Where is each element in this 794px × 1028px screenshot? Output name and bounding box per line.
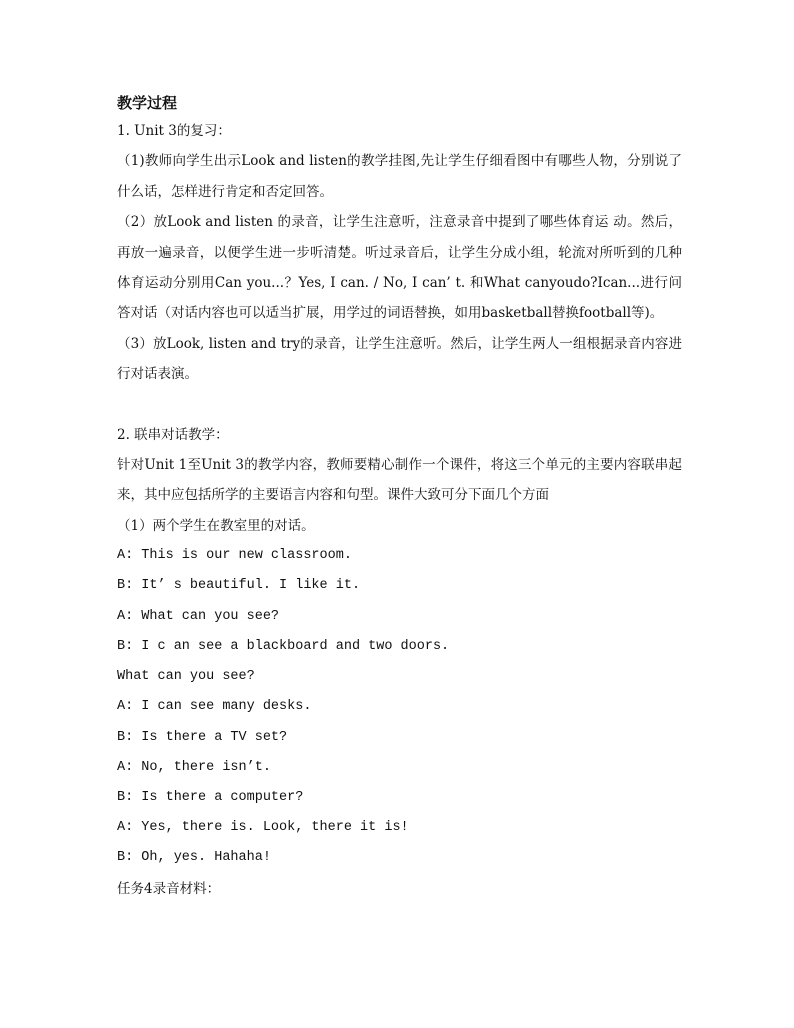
dialogue-line: B: Is there a TV set?	[117, 729, 288, 745]
section-1-paragraph-1: （1)教师向学生出示Look and listen的教学挂图,先让学生仔细看图中有哪些人物，分别说了什么话，怎样进行肯定和否定回答。	[117, 153, 682, 200]
task-4-heading: 任务4录音材料：	[117, 880, 221, 897]
dialogue-line: B: I c an see a blackboard and two doors.	[117, 638, 450, 654]
section-2-intro: 针对Unit 1至Unit 3的教学内容，教师要精心制作一个课件，将这三个单元的主要内容联串起来，其中应包括所学的主要语言内容和句型。课件大致可分下面几个方面	[117, 457, 682, 504]
dialogue-line: What can you see?	[117, 669, 255, 685]
dialogue-line: A: No, there isn’t.	[117, 759, 271, 775]
dialogue-line: A: I can see many desks.	[117, 699, 312, 715]
paragraph-spacer	[117, 390, 682, 420]
section-2-title: 2. 联串对话教学：	[117, 426, 229, 443]
section-1-paragraph-2: （2）放Look and listen 的录音，让学生注意听，注意录音中提到了哪些体育运 动。然后，再放一遍录音，以便学生进一步听清楚。听过录音后，让学生分成小组，轮流对所听到的几种体育运动分别用Can you...？Yes, I can. / No, I can’ t. 和What canyoudo?Ican...进行问答对话（对话内容也可以适当扩展，用学过的词语替换，如用basketball替换football等)。	[117, 214, 682, 322]
dialogue-line: A: Yes, there is. Look, there it is!	[117, 820, 409, 836]
dialogue-line: A: This is our new classroom.	[117, 548, 352, 564]
section-heading: 教学过程	[117, 94, 178, 112]
dialogue-line: B: It’ s beautiful. I like it.	[117, 578, 361, 594]
dialogue-line: B: Is there a computer?	[117, 789, 304, 805]
section-1-title: 1. Unit 3的复习：	[117, 123, 231, 139]
section-1-paragraph-3: （3）放Look, listen and try的录音，让学生注意听。然后，让学生两人一组根据录音内容进行对话表演。	[117, 335, 682, 383]
document-page	[117, 90, 682, 904]
section-2-subheading: （1）两个学生在教室里的对话。	[117, 517, 315, 534]
dialogue-line: B: Oh, yes. Hahaha!	[117, 850, 271, 866]
dialogue-line: A: What can you see?	[117, 608, 280, 624]
